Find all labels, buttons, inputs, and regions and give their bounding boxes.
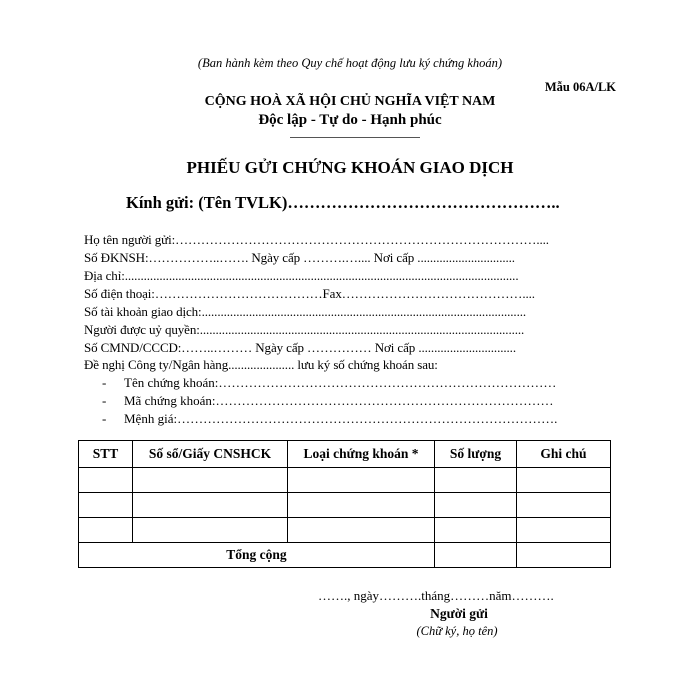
field-trading-account: Số tài khoản giao dịch:....................................................................................................... bbox=[84, 304, 527, 319]
form-title: PHIẾU GỬI CHỨNG KHOÁN GIAO DỊCH bbox=[186, 158, 514, 177]
table-header-row bbox=[79, 441, 611, 468]
table-cell bbox=[288, 468, 435, 493]
addressee-line: Kính gửi: (Tên TVLK)………………………………………….. bbox=[126, 193, 560, 212]
table-cell bbox=[79, 468, 133, 493]
table-cell bbox=[435, 468, 517, 493]
total-quantity-cell bbox=[435, 543, 517, 568]
col-header-security-type: Loại chứng khoán * bbox=[288, 441, 435, 468]
col-header-certificate: Số sổ/Giấy CNSHCK bbox=[133, 441, 288, 468]
signature-note: (Chữ ký, họ tên) bbox=[416, 624, 498, 638]
table-cell bbox=[79, 493, 133, 518]
table-row bbox=[79, 518, 611, 543]
sub-field-text: Tên chứng khoán:…………………………………………………………………… bbox=[124, 375, 557, 390]
date-line: ……., ngày……….tháng………năm………. bbox=[318, 588, 554, 603]
field-registration-number: Số ĐKNSH:……………..……. Ngày cấp ……….….... Nơi cấp ............................... bbox=[84, 250, 515, 265]
bullet-dash: - bbox=[102, 375, 107, 390]
bullet-dash: - bbox=[102, 393, 107, 408]
securities-table bbox=[78, 440, 611, 568]
table-row bbox=[79, 468, 611, 493]
issued-note: (Ban hành kèm theo Quy chế hoạt động lưu ký chứng khoán) bbox=[197, 56, 503, 70]
table-cell bbox=[517, 518, 611, 543]
form-code: Mẫu 06A/LK bbox=[544, 80, 616, 94]
total-label: Tổng cộng bbox=[79, 543, 435, 568]
table-cell bbox=[288, 518, 435, 543]
table-cell bbox=[133, 468, 288, 493]
field-phone-fax: Số điện thoại:…………………………………Fax…………………………………….... bbox=[84, 286, 535, 301]
field-request: Đề nghị Công ty/Ngân hàng..................... lưu ký số chứng khoán sau: bbox=[84, 357, 438, 372]
motto-underline bbox=[290, 137, 420, 138]
table-cell bbox=[288, 493, 435, 518]
table-cell bbox=[133, 518, 288, 543]
nation-heading: CỘNG HOÀ XÃ HỘI CHỦ NGHĨA VIỆT NAM bbox=[204, 94, 496, 109]
motto-heading: Độc lập - Tự do - Hạnh phúc bbox=[258, 112, 442, 128]
total-notes-cell bbox=[517, 543, 611, 568]
sub-field-security-code bbox=[102, 393, 614, 409]
sender-label: Người gửi bbox=[430, 606, 488, 621]
sub-field-text: Mã chứng khoán:…………………………………………………………………… bbox=[124, 393, 554, 408]
field-address: Địa chỉ:............................................................................................................................. bbox=[84, 268, 519, 283]
col-header-notes: Ghi chú bbox=[517, 441, 611, 468]
col-header-stt: STT bbox=[79, 441, 133, 468]
table-row bbox=[79, 493, 611, 518]
sub-field-security-name bbox=[102, 375, 614, 391]
field-authorized-person: Người được uỷ quyền:....................................................................................................... bbox=[84, 322, 525, 337]
table-cell bbox=[79, 518, 133, 543]
table-cell bbox=[435, 493, 517, 518]
table-cell bbox=[517, 468, 611, 493]
table-total-row bbox=[79, 543, 611, 568]
col-header-quantity: Số lượng bbox=[435, 441, 517, 468]
sub-field-par-value bbox=[102, 411, 614, 427]
bullet-dash: - bbox=[102, 411, 107, 426]
table-cell bbox=[517, 493, 611, 518]
sub-field-text: Mệnh giá:……………………………………………………………………………. bbox=[124, 411, 558, 426]
field-id-card: Số CMND/CCCD:……..……… Ngày cấp …………… Nơi cấp ............................... bbox=[84, 340, 516, 355]
table-cell bbox=[133, 493, 288, 518]
field-sender-name: Họ tên người gửi:………………………………………………………………………….... bbox=[84, 232, 549, 247]
table-cell bbox=[435, 518, 517, 543]
